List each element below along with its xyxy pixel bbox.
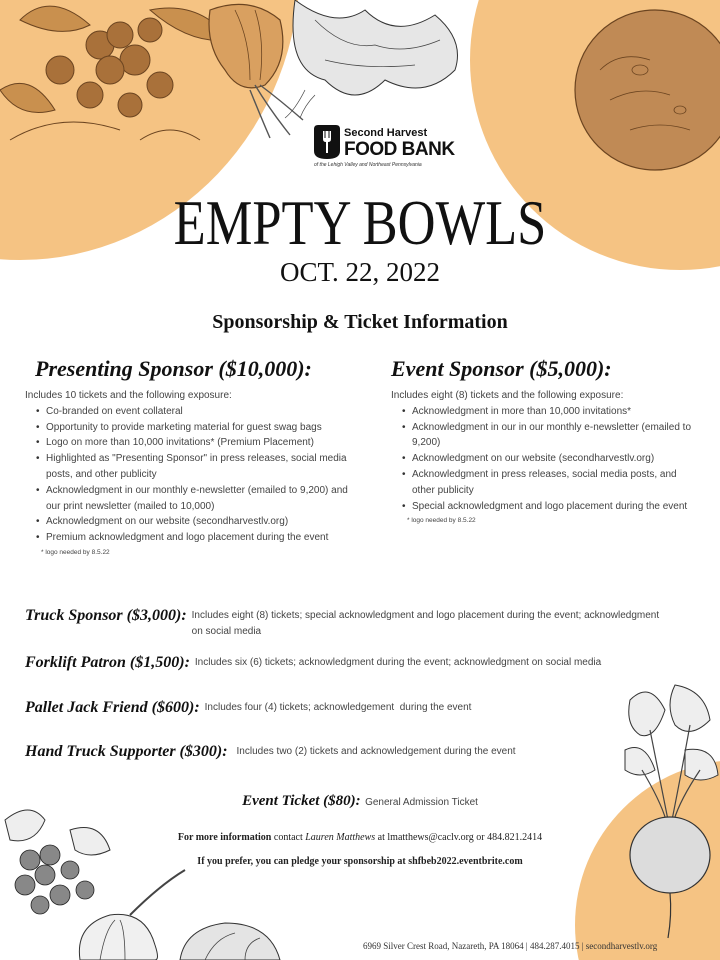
logo-deadline-note: * logo needed by 8.5.22 [41,548,110,556]
event-sponsor-heading: Event Sponsor ($5,000): [391,356,612,381]
pallet-jack-friend-tier [25,699,471,717]
benefit-item: • Special acknowledgment and logo placement during the event [402,499,701,515]
benefit-item: • Acknowledgment in press releases, social media posts, and other publicity [402,467,701,499]
benefit-item: • Premium acknowledgment and logo placement during the event [36,530,365,546]
bowl-fork-logo-icon [312,125,342,159]
footer-address: 6969 Silver Crest Road, Nazareth, PA 18064 | 484.287.4015 | secondharvestlv.org [363,941,658,951]
pledge-info [0,856,720,867]
event-sponsor-intro: Includes eight (8) tickets and the following exposure: [391,390,624,401]
hand-truck-supporter-tier [25,743,516,761]
benefit-item: • Highlighted as "Presenting Sponsor" in press releases, social media posts, and other publicity [36,451,365,483]
contact-name: Lauren Matthews [305,832,376,843]
kale-illustration [275,0,475,120]
benefit-item: • Acknowledgment on our website (secondharvestlv.org) [402,451,701,467]
truck-sponsor-tier [25,607,705,639]
ticket-description: General Admission Ticket [365,797,478,808]
benefit-item: • Logo on more than 10,000 invitations* (Premium Placement) [36,435,365,451]
contact-details: at lmatthews@caclv.org or 484.821.2414 [377,832,543,843]
tier-description: Includes two (2) tickets and acknowledgement during the event [236,746,516,757]
tier-description: Includes six (6) tickets; acknowledgment during the event; acknowledgment on social media [194,657,602,668]
cabbage-illustration [175,918,285,960]
food-bank-logo [312,125,482,171]
benefit-item: • Acknowledgment in our monthly e-newsletter (emailed to 9,200) and our print newsletter (mailed to 10,000) [36,483,365,515]
tier-description: Includes eight (8) tickets; special acknowledgment and logo placement during the event; acknowledgment on social media [191,610,660,637]
logo-line-2: FOOD BANK [344,139,455,160]
benefit-item: • Acknowledgment in our in our monthly e-newsletter (emailed to 9,200) [402,420,701,452]
logo-deadline-note: * logo needed by 8.5.22 [407,517,476,525]
benefit-item: • Acknowledgment in more than 10,000 invitations* [402,404,701,420]
logo-tagline: of the Lehigh Valley and Northeast Pennsylvania [314,162,422,168]
tier-description: Includes four (4) tickets; acknowledgement during the event [204,702,472,713]
forklift-patron-tier [25,654,601,672]
tier-name: Pallet Jack Friend ($600): [25,699,200,716]
presenting-sponsor-heading: Presenting Sponsor ($10,000): [35,356,312,381]
benefit-item: • Opportunity to provide marketing material for guest swag bags [36,420,365,436]
tier-name: Hand Truck Supporter ($300): [25,743,228,760]
contact-text: contact [273,832,303,843]
logo-line-1: Second Harvest [344,127,428,139]
presenting-sponsor-intro: Includes 10 tickets and the following exposure: [25,390,232,401]
ticket-name: Event Ticket ($80): [242,793,361,809]
beet-illustration [620,680,720,940]
benefit-item: • Co-branded on event collateral [36,404,365,420]
event-date: OCT. 22, 2022 [280,257,440,287]
event-sponsor-benefits [391,404,701,515]
event-title: EMPTY BOWLS [173,187,547,258]
tier-name: Truck Sponsor ($3,000): [25,607,187,624]
pledge-text: If you prefer, you can pledge your sponsorship at shfbeb2022.eventbrite.com [197,856,523,867]
benefit-item: • Acknowledgment on our website (secondharvestlv.org) [36,514,365,530]
presenting-sponsor-benefits [25,404,365,546]
potato-illustration [560,0,720,190]
contact-info [0,832,720,843]
contact-lead: For more information [177,832,272,843]
event-ticket-tier [0,792,720,810]
event-sponsor-section [391,356,701,526]
section-subtitle: Sponsorship & Ticket Information [212,311,508,333]
presenting-sponsor-section [25,356,365,558]
garlic-illustration [70,865,190,960]
tier-name: Forklift Patron ($1,500): [25,654,190,671]
